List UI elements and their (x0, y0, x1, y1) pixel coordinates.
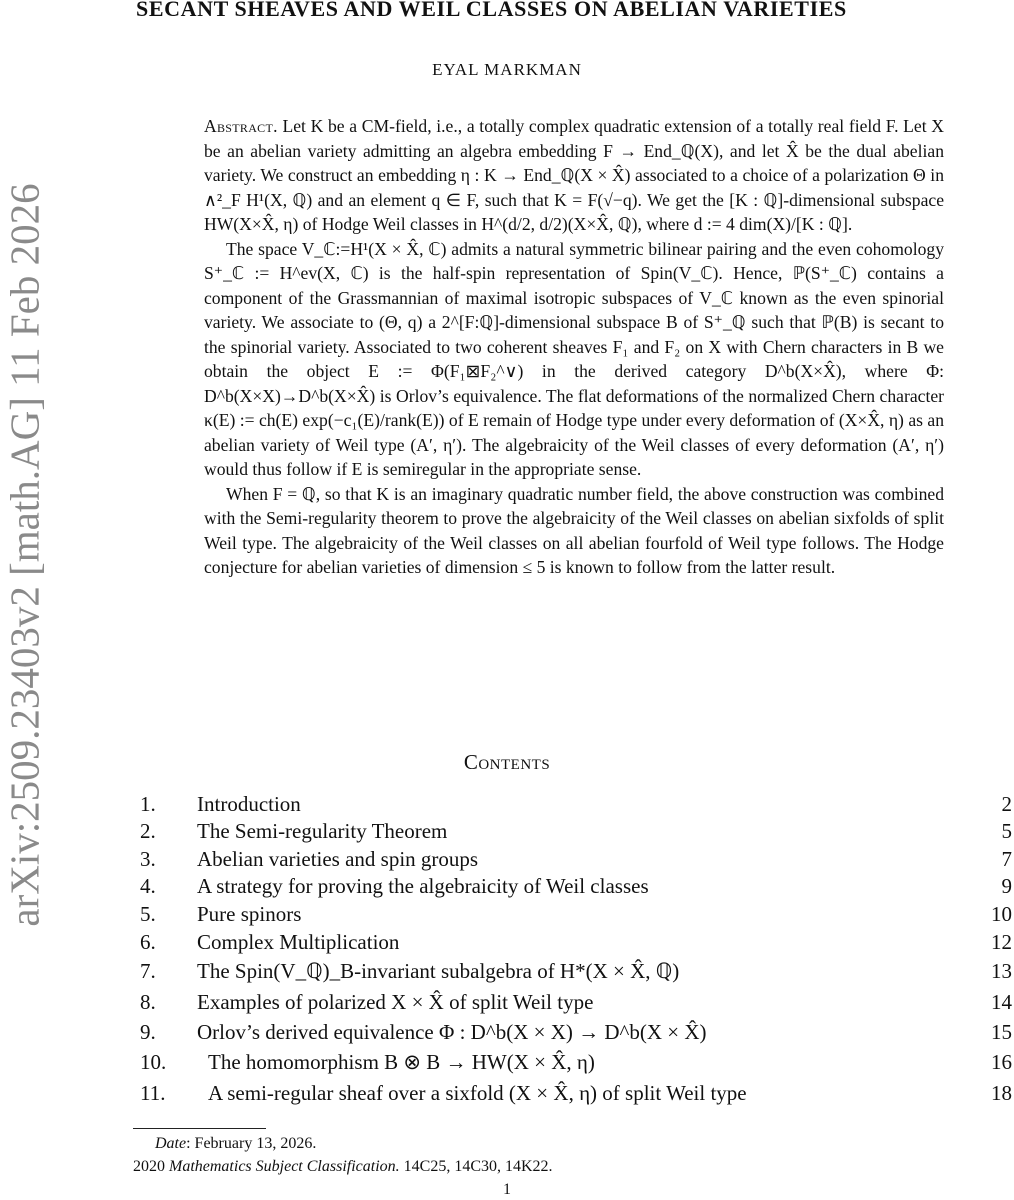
abstract-paragraph-1-text: Let K be a CM-field, i.e., a totally complex quadratic extension of a totally real field F. Let X be an abelian variety admitting an algebra embedding F → End_ℚ(X), and let X̂ be the dual abelian variety. We construct an embedding η : K → End_ℚ(X × X̂) associated to a choice of a polarization Θ in ∧²_F H¹(X, ℚ) and an element q ∈ F, such that K = F(√−q). We get the [K : ℚ]-dimensional subspace HW(X×X̂, η) of Hodge Weil classes in H^(d/2, d/2)(X×X̂, ℚ), where d := 4 dim(X)/[K : ℚ]. (204, 116, 944, 234)
toc-number: 4. (140, 874, 156, 898)
toc-title: The Spin(V_ℚ)_B-invariant subalgebra of H*(X × X̂, ℚ) (197, 959, 680, 983)
abstract-paragraph-3: When F = ℚ, so that K is an imaginary quadratic number field, the above construction was combined with the Semi-regularity theorem to prove the algebraicity of the Weil classes on abelian sixfolds of split Weil type. The algebraicity of the Weil classes on all abelian fourfold of Weil type follows. The Hodge conjecture for abelian varieties of dimension ≤ 5 is known to follow from the latter result. (204, 483, 944, 577)
abstract-paragraph-1 (204, 114, 944, 237)
toc-page: 18 (991, 1081, 1012, 1105)
toc-number: 3. (140, 847, 156, 871)
footnote-date (155, 1135, 316, 1153)
toc-number: 7. (140, 959, 156, 983)
toc-page: 12 (991, 930, 1012, 954)
toc-entry-8[interactable] (0, 990, 1014, 1018)
footnote-date-label: Date (155, 1135, 187, 1152)
toc-number: 1. (140, 792, 156, 816)
toc-page: 10 (991, 902, 1012, 926)
toc-entry-9[interactable] (0, 1020, 1014, 1048)
toc-title: A semi-regular sheaf over a sixfold (X × X̂, η) of split Weil type (208, 1081, 747, 1105)
toc-title: Abelian varieties and spin groups (197, 847, 479, 871)
toc-title: Introduction (197, 792, 301, 816)
abstract-paragraph-2: The space V_ℂ:=H¹(X × X̂, ℂ) admits a natural symmetric bilinear pairing and the even cohomology S⁺_ℂ := H^ev(X, ℂ) is the half-spin representation of Spin(V_ℂ). Hence, ℙ(S⁺_ℂ) contains a component of the Grassmannian of maximal isotropic subspaces of V_ℂ known as the even spinorial variety. We associate to (Θ, q) a 2^[F:ℚ]-dimensional subspace B of S⁺_ℚ such that ℙ(B) is secant to the spinorial variety. Associated to two coherent sheaves F₁ and F₂ on X with Chern characters in B we obtain the object E := Φ(F₁⊠F₂^∨) in the derived category D^b(X×X̂), where Φ: D^b(X×X)→D^b(X×X̂) is Orlov’s equivalence. The flat deformations of the normalized Chern character κ(E) := ch(E) exp(−c₁(E)/rank(E)) of E remain of Hodge type under every deformation of (X×X̂, η) as an abelian variety of Weil type (A′, η′). The algebraicity of the Weil classes of every deformation (A′, η′) would thus follow if E is semiregular in the appropriate sense. (204, 238, 944, 479)
toc-page: 9 (1001, 874, 1012, 898)
toc-number: 2. (140, 819, 156, 843)
toc-page: 16 (991, 1050, 1012, 1074)
toc-title: The homomorphism B ⊗ B → HW(X × X̂, η) (208, 1050, 595, 1074)
toc-entry-1[interactable] (0, 792, 1014, 820)
toc-entry-3[interactable] (0, 847, 1014, 875)
footnote-date-value: : February 13, 2026. (186, 1135, 317, 1152)
toc-entry-7[interactable] (0, 959, 1014, 987)
footnote-msc (133, 1158, 553, 1176)
arxiv-identifier-text: arXiv:2509.23403v2 [math.AG] 11 Feb 2026 (2, 183, 49, 927)
toc-title: A strategy for proving the algebraicity of Weil classes (197, 874, 649, 898)
toc-number: 6. (140, 930, 156, 954)
toc-page: 5 (1001, 819, 1012, 843)
toc-page: 7 (1001, 847, 1012, 871)
footnote-msc-year: 2020 (133, 1158, 169, 1175)
toc-entry-2[interactable] (0, 819, 1014, 847)
toc-title: Complex Multiplication (197, 930, 400, 954)
toc-number: 9. (140, 1020, 156, 1044)
toc-number: 5. (140, 902, 156, 926)
toc-title: The Semi-regularity Theorem (197, 819, 448, 843)
toc-number: 11. (140, 1081, 166, 1105)
toc-entry-5[interactable] (0, 902, 1014, 930)
toc-entry-10[interactable] (0, 1050, 1014, 1078)
abstract (204, 114, 944, 580)
paper-author: EYAL MARKMAN (432, 60, 582, 79)
toc-page: 14 (991, 990, 1012, 1014)
toc-number: 8. (140, 990, 156, 1014)
toc-title: Pure spinors (197, 902, 302, 926)
page-number: 1 (503, 1181, 511, 1198)
paper-title: SECANT SHEAVES AND WEIL CLASSES ON ABELIAN VARIETIES (136, 0, 847, 21)
toc-page: 13 (991, 959, 1012, 983)
toc-title: Examples of polarized X × X̂ of split Weil type (197, 990, 594, 1014)
abstract-label: Abstract. (204, 116, 278, 136)
footnote-msc-label: Mathematics Subject Classification. (169, 1158, 400, 1175)
toc-title: Orlov’s derived equivalence Φ : D^b(X × X) → D^b(X × X̂) (197, 1020, 707, 1044)
toc-page: 15 (991, 1020, 1012, 1044)
toc-entry-11[interactable] (0, 1081, 1014, 1109)
toc-number: 10. (140, 1050, 167, 1074)
toc-entry-6[interactable] (0, 930, 1014, 958)
footnote-divider (133, 1128, 266, 1129)
toc-page: 2 (1001, 792, 1012, 816)
footnote-msc-value: 14C25, 14C30, 14K22. (399, 1158, 553, 1175)
toc-entry-4[interactable] (0, 874, 1014, 902)
contents-heading: Contents (463, 750, 551, 774)
